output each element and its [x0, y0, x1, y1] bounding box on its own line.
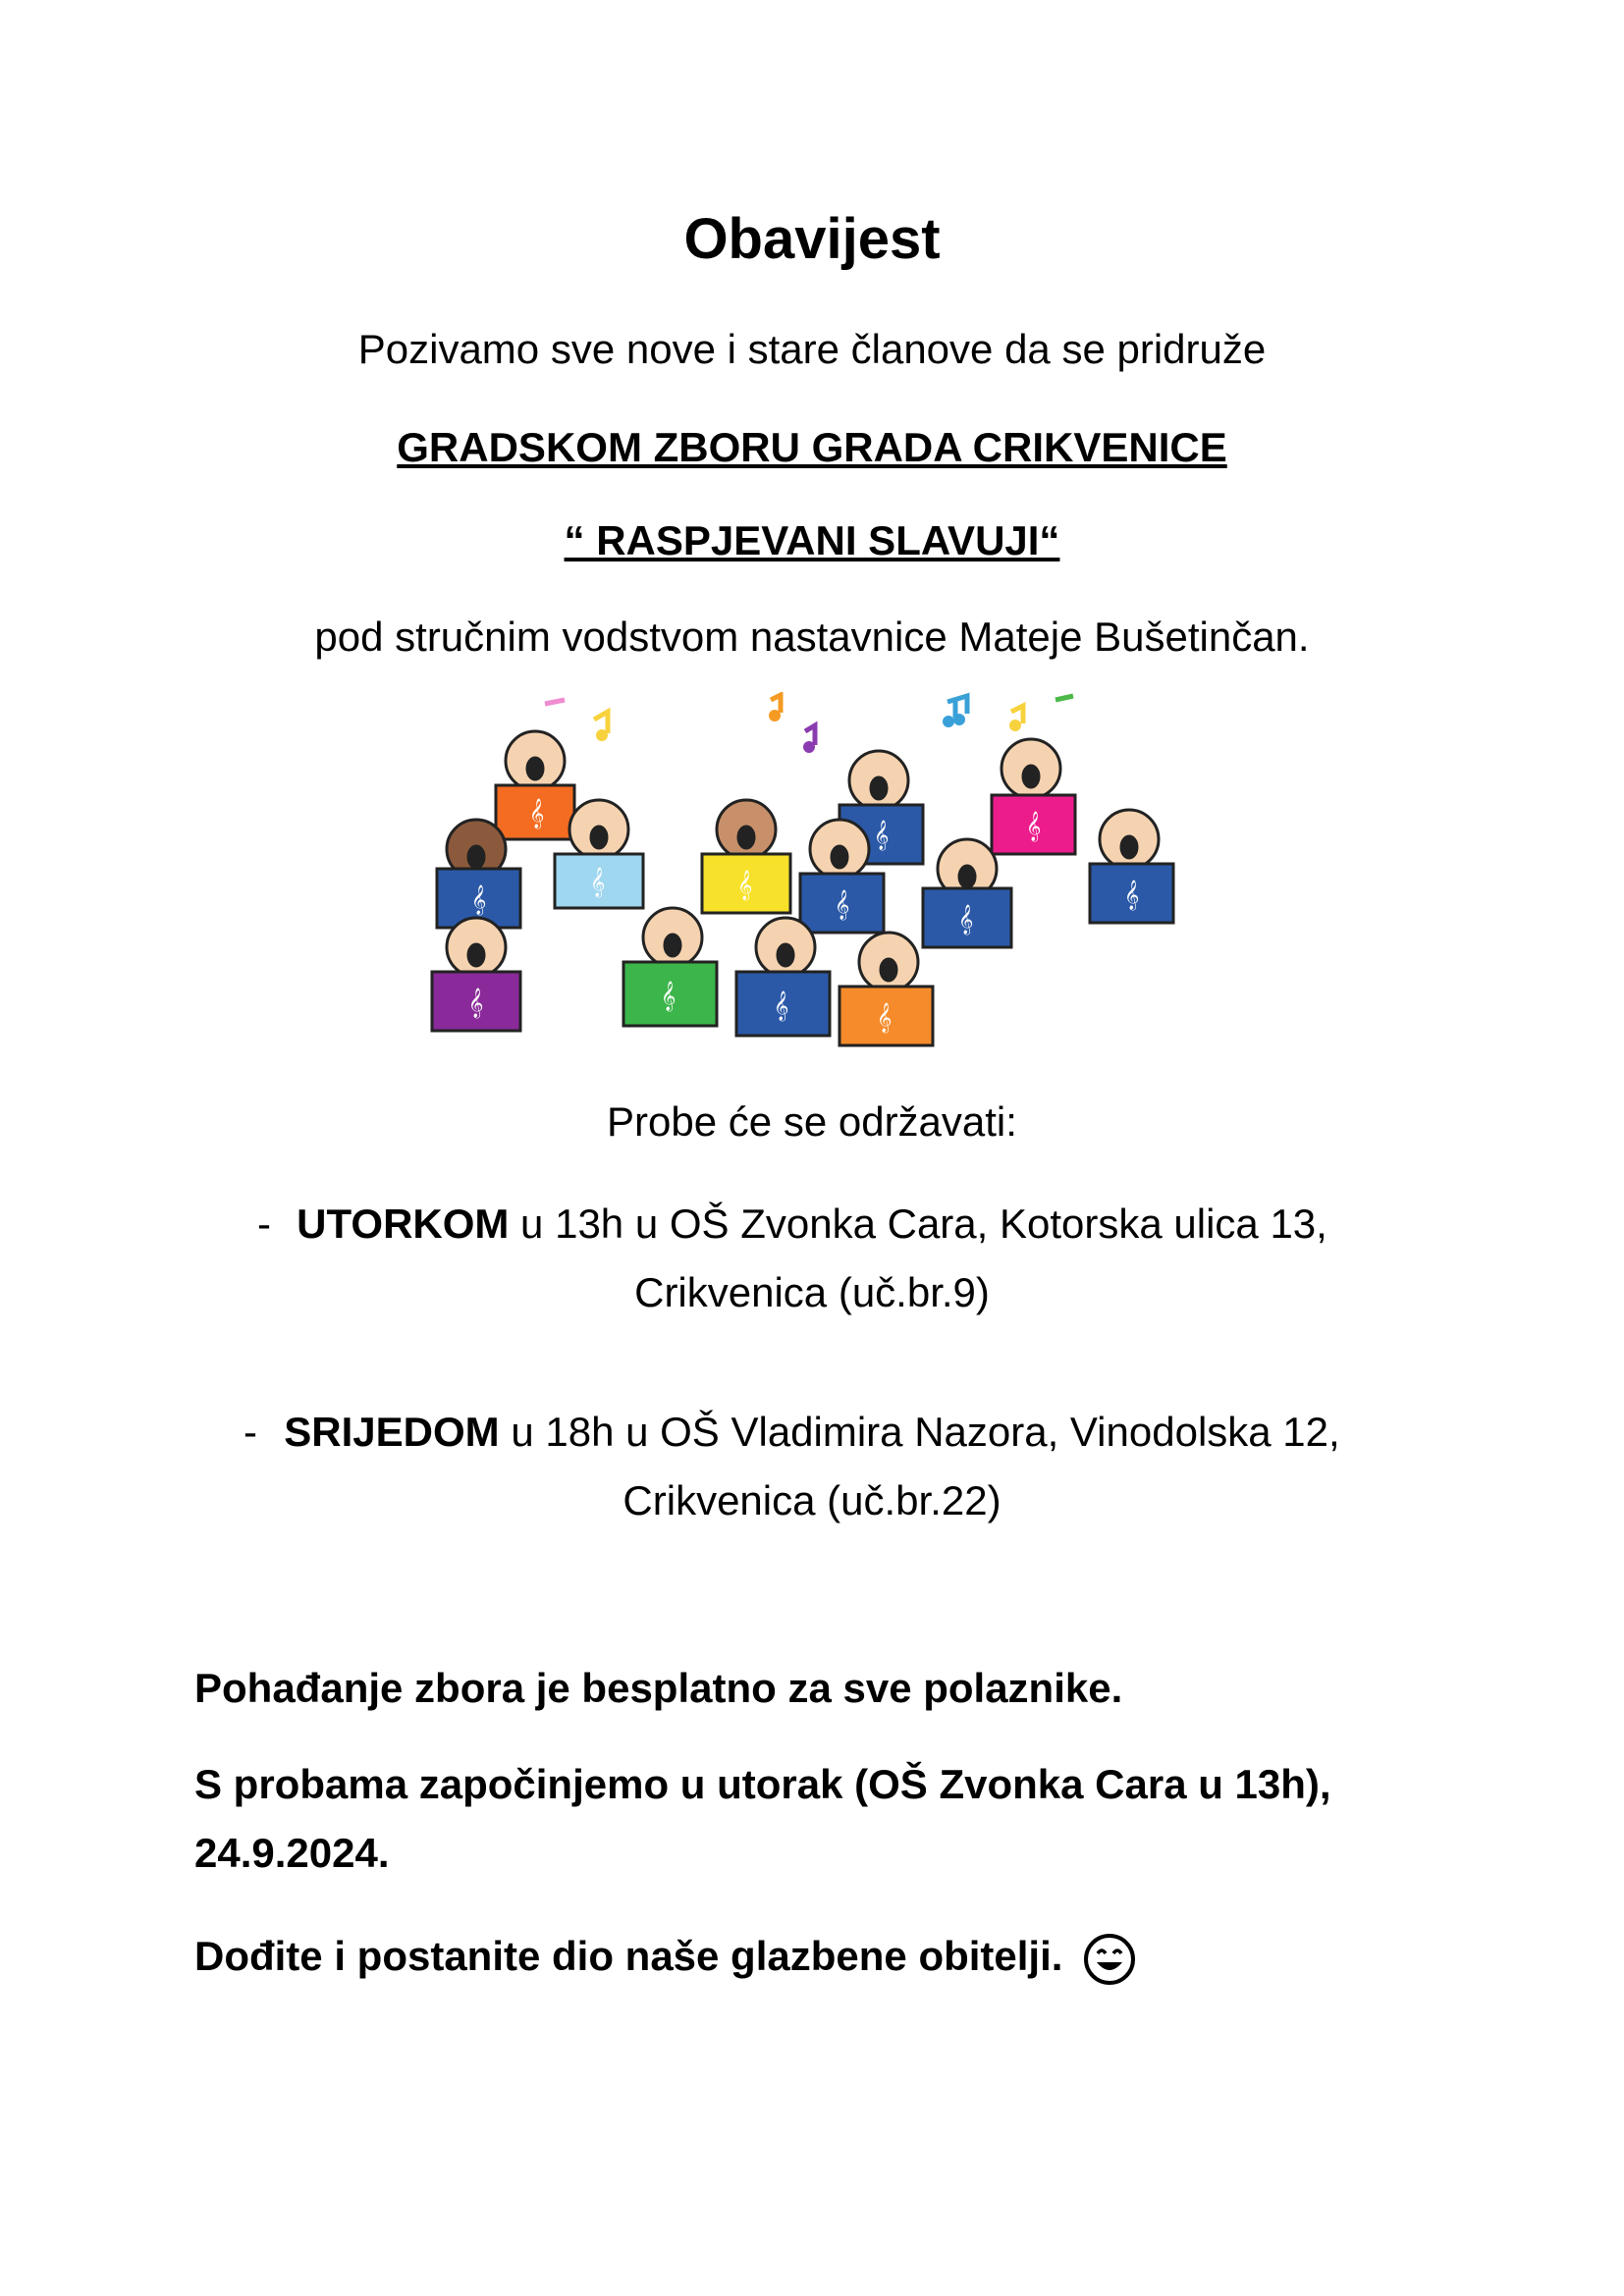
svg-text:𝄞: 𝄞: [1124, 880, 1140, 909]
smiley-face-icon: [1082, 1932, 1137, 1987]
svg-text:𝄞: 𝄞: [661, 981, 677, 1010]
svg-text:𝄞: 𝄞: [874, 820, 890, 849]
rehearsal-location: Crikvenica (uč.br.9): [634, 1269, 990, 1315]
svg-text:𝄞: 𝄞: [877, 1002, 893, 1032]
svg-text:𝄞: 𝄞: [737, 870, 753, 899]
rehearsal-item-tuesday: [0, 1190, 1624, 1327]
rehearsal-details: u 18h u OŠ Vladimira Nazora, Vinodolska 12,: [499, 1409, 1340, 1455]
svg-text:𝄞: 𝄞: [1026, 811, 1042, 840]
rehearsals-heading: Probe će se održavati:: [607, 1098, 1017, 1145]
start-date-note: [194, 1750, 1471, 1888]
list-dash: -: [257, 1201, 271, 1247]
choir-name: “ RASPJEVANI SLAVUJI“: [564, 517, 1060, 563]
svg-text:𝄞: 𝄞: [529, 798, 545, 828]
rehearsal-location: Crikvenica (uč.br.22): [623, 1477, 1001, 1523]
list-dash: -: [244, 1409, 257, 1455]
svg-text:𝄞: 𝄞: [958, 904, 974, 934]
rehearsal-item-wednesday: [0, 1398, 1624, 1535]
start-date-line-1: S probama započinjemo u utorak (OŠ Zvonka Cara u 13h),: [194, 1761, 1331, 1807]
leader-text: pod stručnim vodstvom nastavnice Mateje Bušetinčan.: [314, 614, 1310, 660]
rehearsal-details-line: [0, 1190, 1624, 1258]
notice-title: Obavijest: [683, 207, 941, 271]
rehearsal-day: UTORKOM: [297, 1201, 510, 1247]
closing-text: Dođite i postanite dio naše glazbene obitelji.: [194, 1933, 1063, 1979]
rehearsal-details: u 13h u OŠ Zvonka Cara, Kotorska ulica 13,: [509, 1201, 1327, 1247]
svg-text:𝄞: 𝄞: [471, 884, 487, 914]
free-attendance-note: Pohađanje zbora je besplatno za sve polaznike.: [194, 1665, 1123, 1711]
choir-heading: GRADSKOM ZBORU GRADA CRIKVENICE: [397, 424, 1227, 470]
music-notes: [545, 695, 1073, 753]
singing-choir-illustration: [417, 692, 1213, 1075]
start-date-line-2: 24.9.2024.: [194, 1830, 390, 1876]
rehearsal-day: SRIJEDOM: [284, 1409, 500, 1455]
choir-singers: [432, 731, 1173, 1045]
closing-invitation: [194, 1922, 1471, 1991]
svg-text:𝄞: 𝄞: [468, 988, 484, 1017]
svg-text:𝄞: 𝄞: [835, 889, 850, 919]
svg-text:𝄞: 𝄞: [774, 990, 789, 1020]
svg-text:𝄞: 𝄞: [590, 867, 606, 896]
invitation-text: Pozivamo sve nove i stare članove da se pridruže: [357, 326, 1267, 372]
